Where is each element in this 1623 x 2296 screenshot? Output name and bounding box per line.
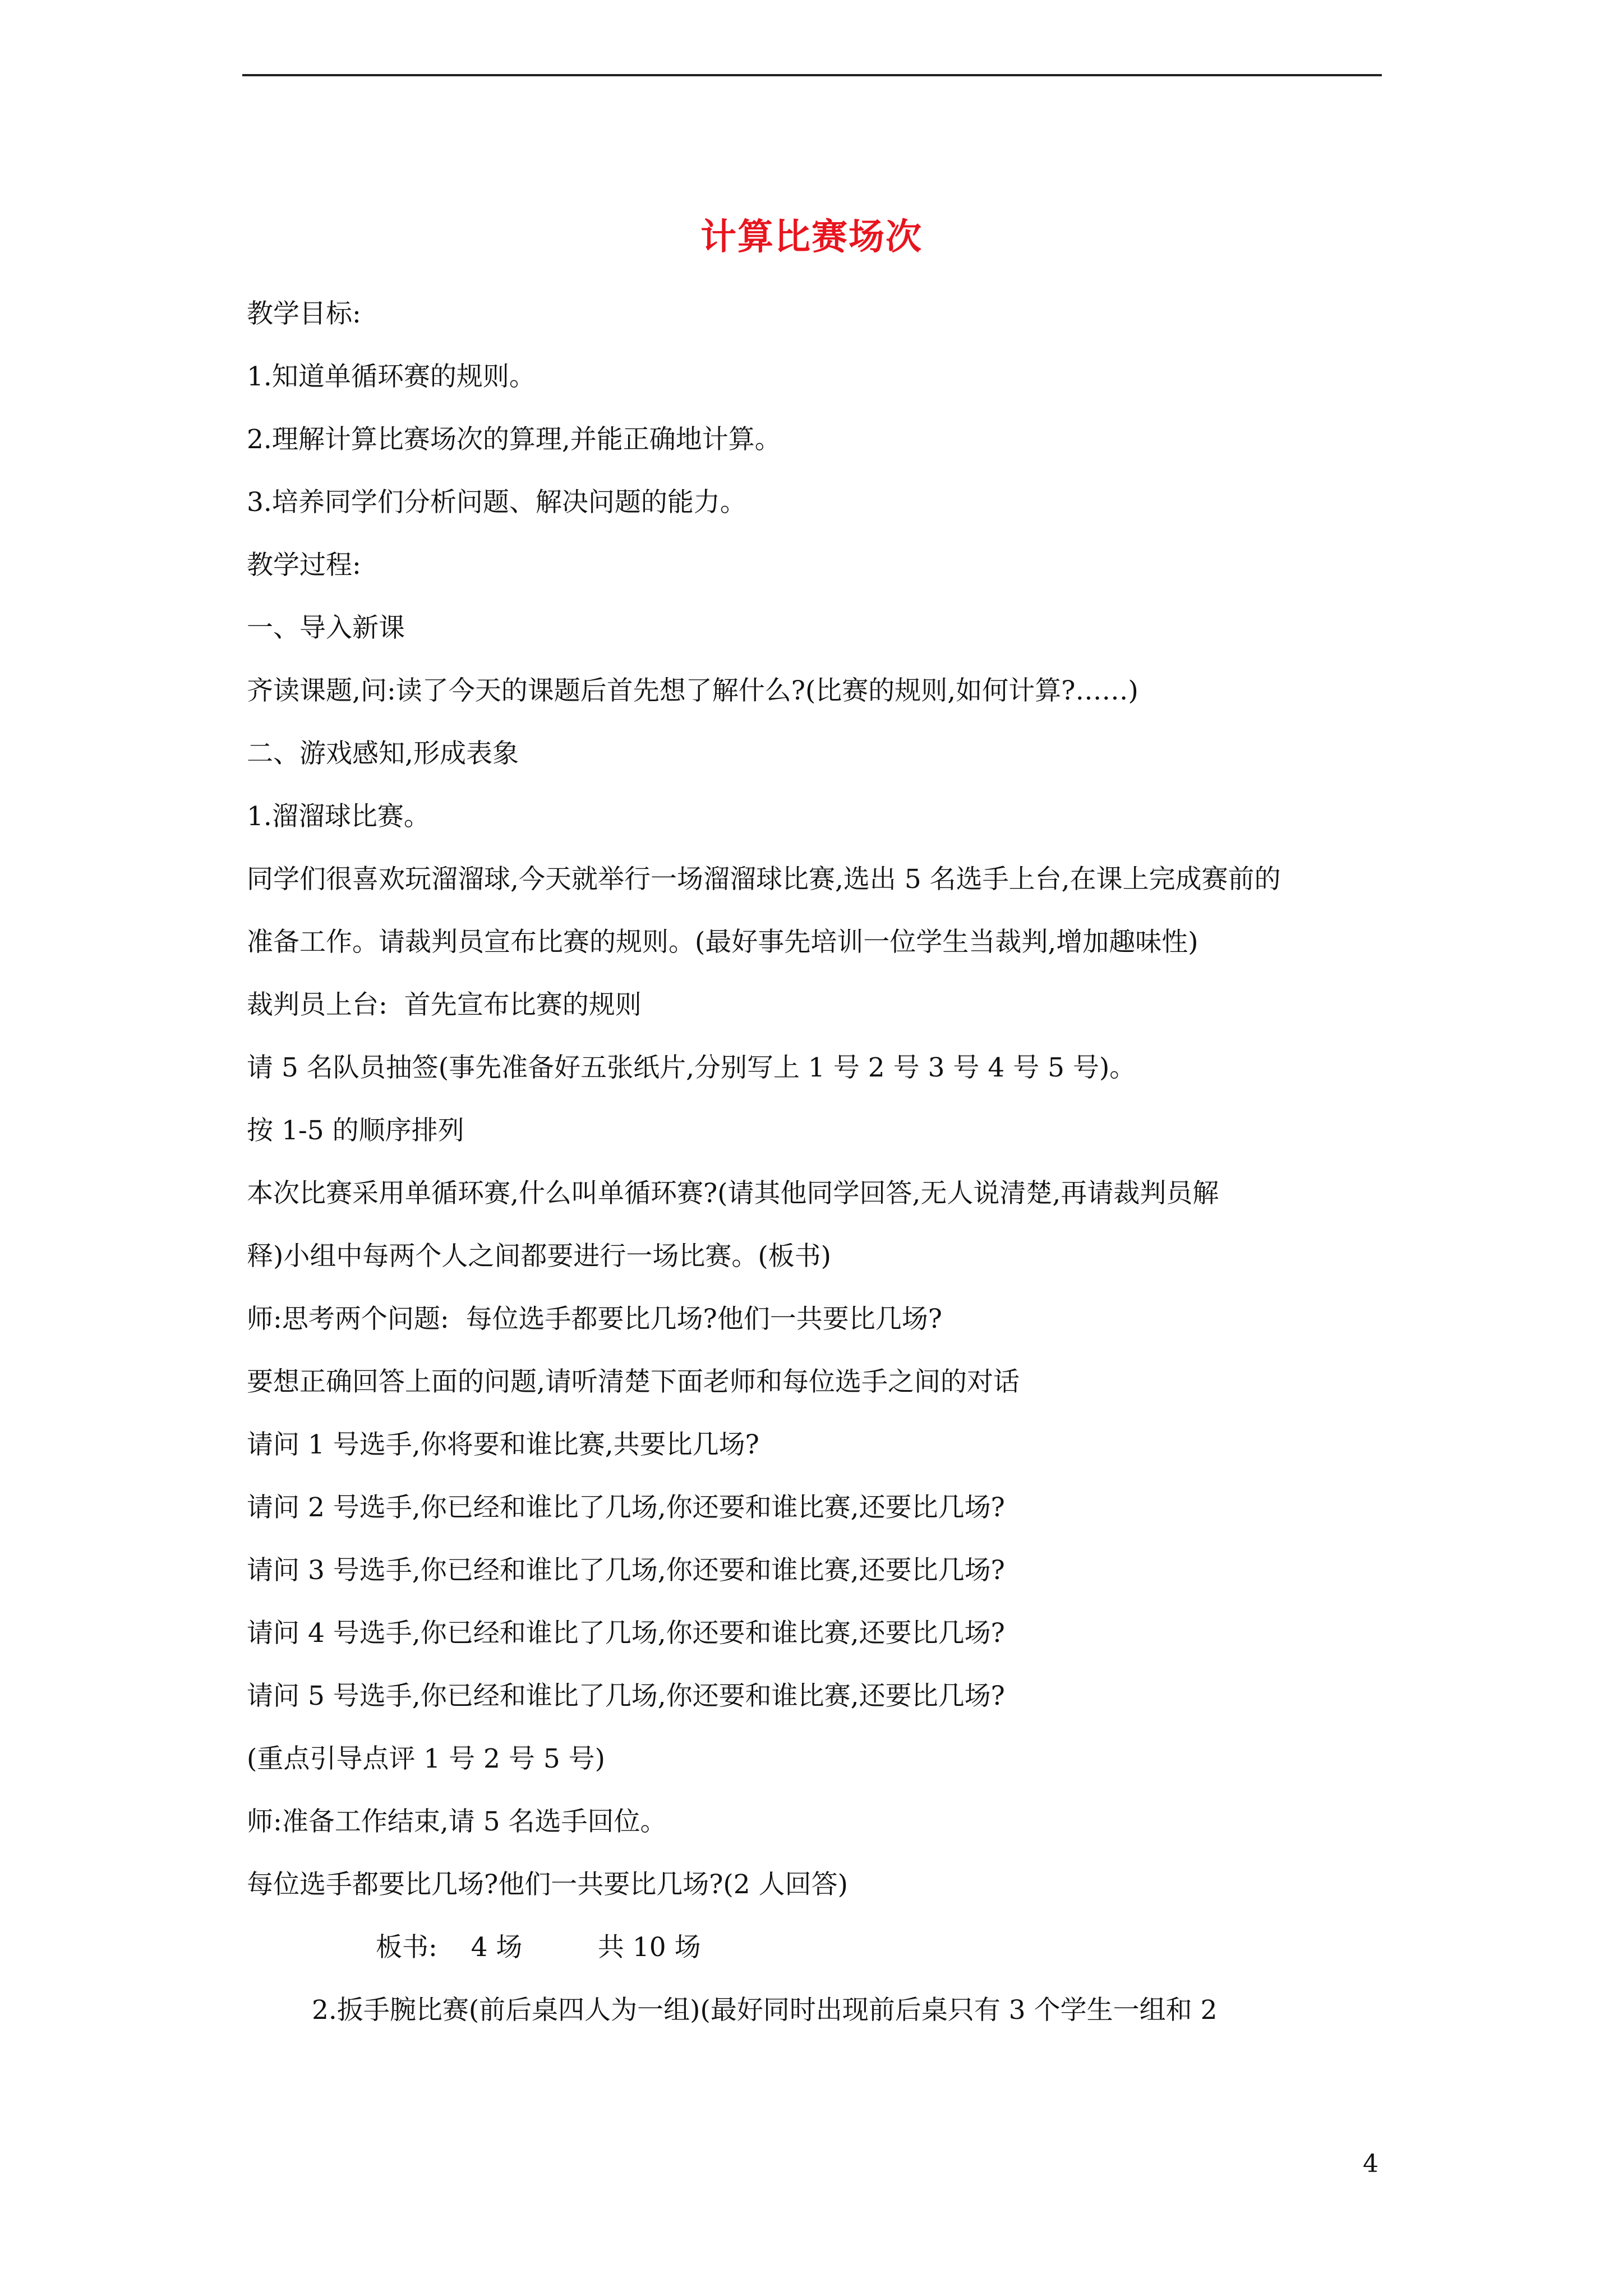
text-line: 要想正确回答上面的问题,请听清楚下面老师和每位选手之间的对话: [247, 1366, 1020, 1397]
text-line: 1.溜溜球比赛。: [247, 801, 430, 832]
page-number: 4: [1363, 2150, 1378, 2178]
header-rule: [242, 74, 1382, 76]
text-line: 二、游戏感知,形成表象: [247, 738, 519, 769]
text-line: 请问 3 号选手,你已经和谁比了几场,你还要和谁比赛,还要比几场?: [247, 1555, 1005, 1586]
text-line: 准备工作。请裁判员宣布比赛的规则。(最好事先培训一位学生当裁判,增加趣味性): [247, 927, 1198, 958]
text-line: 本次比赛采用单循环赛,什么叫单循环赛?(请其他同学回答,无人说清楚,再请裁判员解: [247, 1178, 1219, 1209]
text-line: 请 5 名队员抽签(事先准备好五张纸片,分别写上 1 号 2 号 3 号 4 号 5 号)。: [247, 1052, 1136, 1083]
text-line: 裁判员上台: 首先宣布比赛的规则: [247, 990, 642, 1020]
text-line: 2.理解计算比赛场次的算理,并能正确地计算。: [247, 424, 781, 455]
document-title: 计算比赛场次: [700, 217, 923, 258]
text-line: 请问 1 号选手,你将要和谁比赛,共要比几场?: [247, 1429, 759, 1460]
text-line: 请问 2 号选手,你已经和谁比了几场,你还要和谁比赛,还要比几场?: [247, 1492, 1005, 1523]
text-line: 师:思考两个问题: 每位选手都要比几场?他们一共要比几场?: [247, 1304, 942, 1335]
text-line: 师:准备工作结束,请 5 名选手回位。: [247, 1806, 667, 1837]
text-line: 按 1-5 的顺序排列: [247, 1115, 464, 1146]
text-line: 教学目标:: [247, 298, 361, 329]
text-line: 1.知道单循环赛的规则。: [247, 361, 536, 392]
text-line: 请问 4 号选手,你已经和谁比了几场,你还要和谁比赛,还要比几场?: [247, 1618, 1005, 1649]
text-line: 齐读课题,问:读了今天的课题后首先想了解什么?(比赛的规则,如何计算?……): [247, 675, 1138, 706]
text-line: 一、导入新课: [247, 613, 405, 643]
text-line: 释)小组中每两个人之间都要进行一场比赛。(板书): [247, 1241, 832, 1272]
text-line: 同学们很喜欢玩溜溜球,今天就举行一场溜溜球比赛,选出 5 名选手上台,在课上完成赛前的: [247, 864, 1281, 895]
text-line: 2.扳手腕比赛(前后桌四人为一组)(最好同时出现前后桌只有 3 个学生一组和 2: [312, 1995, 1218, 2026]
text-line: 板书: 4 场 共 10 场: [376, 1932, 701, 1963]
text-line: 教学过程:: [247, 550, 361, 581]
text-line: 3.培养同学们分析问题、解决问题的能力。: [247, 487, 746, 518]
text-line: 每位选手都要比几场?他们一共要比几场?(2 人回答): [247, 1869, 848, 1900]
text-line: (重点引导点评 1 号 2 号 5 号): [247, 1743, 606, 1774]
text-line: 请问 5 号选手,你已经和谁比了几场,你还要和谁比赛,还要比几场?: [247, 1681, 1005, 1711]
